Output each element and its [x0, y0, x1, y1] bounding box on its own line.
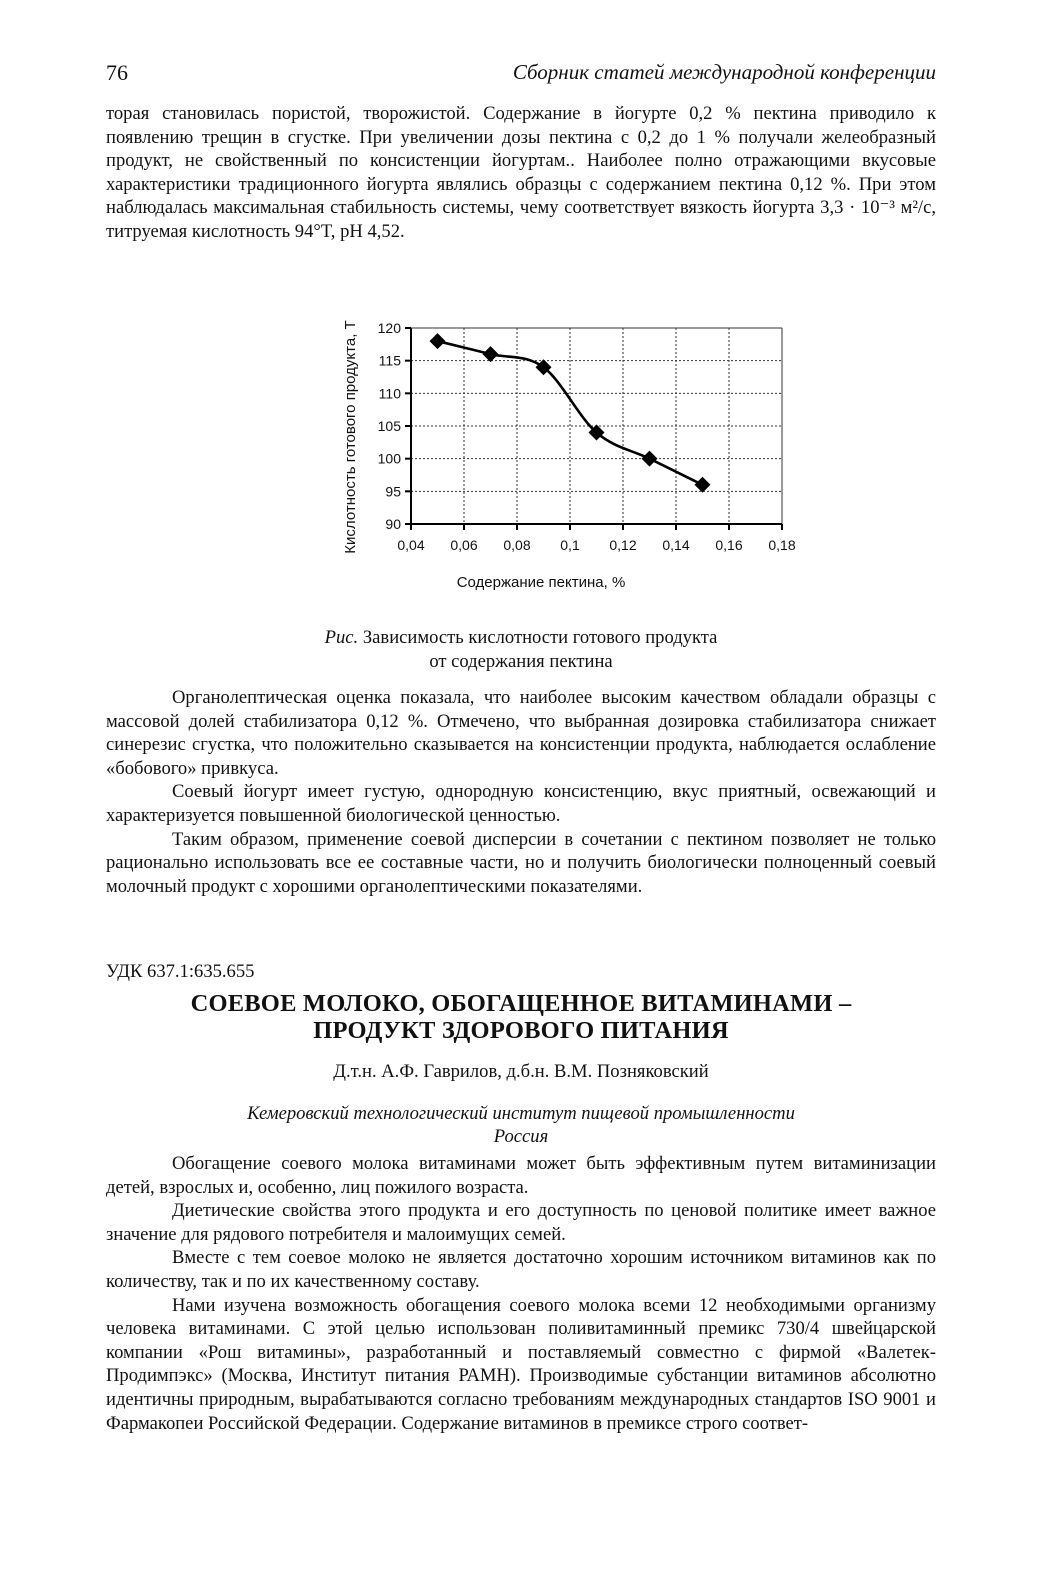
article-paragraph: Диетические свойства этого продукта и его доступность по ценовой политике имеет важное значение для рядового потребителя и малоимущих семей. [106, 1200, 936, 1245]
article-paragraph: Обогащение соевого молока витаминами может быть эффективным путем витаминизации детей, взрослых и, особенно, лиц пожилого возраста. [106, 1153, 936, 1198]
article-affiliation [106, 1102, 936, 1148]
chart-y-tick-label: 100 [377, 450, 401, 467]
article-paragraph: Вместе с тем соевое молоко не является достаточно хорошим источником витаминов как по количеству, так и по их качественному составу. [106, 1247, 936, 1292]
chart-svg [330, 272, 810, 612]
page-number: 76 [106, 60, 128, 85]
caption-text-2: от содержания пектина [429, 650, 613, 672]
body-paragraph: Таким образом, применение соевой дисперсии в сочетании с пектином позволяет не только рационально использовать все ее составные части, но и получить биологически полноценный соевый молочный продукт с хорошими органолептическими показателями. [106, 828, 936, 897]
running-title: Сборник статей международной конференции [512, 60, 936, 84]
article-paragraph: Нами изучена возможность обогащения соевого молока всеми 12 необходимыми организму человека витаминами. С этой целью использован поливитаминный премикс 730/4 швейцарской компании «Рош витамины», разработанный и поставляемый совместно с фирмой «Валетек-Продимпэкс» (Москва, Институт питания РАМН). Производимые субстанции витаминов абсолютно идентичны природным, вырабатываются согласно требованиям международных стандартов ISO 9001 и Фармакопеи Российской Федерации. Содержание витаминов в премиксе строго соответ- [106, 1294, 936, 1434]
chart-data-point [642, 451, 658, 467]
chart-y-tick-label: 115 [378, 352, 401, 369]
chart-y-tick-label: 90 [385, 516, 401, 532]
chart-x-tick-label: 0,08 [503, 537, 531, 553]
body-paragraph: Органолептическая оценка показала, что наиболее высоким качеством обладали образцы с массовой долей стабилизатора 0,12 %. Отмечено, что выбранная дозировка стабилизатора снижает синерезис сгустка, что положительно сказывается на консистенции продукта, наблюдается ослабление «бобового» привкуса. [106, 687, 936, 779]
article-body [106, 1152, 936, 1435]
article-title-line-1: СОЕВОЕ МОЛОКО, ОБОГАЩЕННОЕ ВИТАМИНАМИ – [190, 990, 852, 1017]
chart-y-tick-label: 95 [385, 483, 401, 500]
caption-text-1: Зависимость кислотности готового продукта [362, 627, 718, 648]
intro-paragraph: торая становилась пористой, творожистой. Содержание в йогурте 0,2 % пектина приводило к появлению трещин в сгустке. При увеличении дозы пектина с 0,2 до 1 % получали желеобразный продукт, не свойственный по консистенции йогуртам.. Наиболее полно отражающими вкусовые характеристики традиционного йогурта являлись образцы с содержанием пектина 0,12 %. При этом наблюдалась максимальная стабильность системы, чему соответствует вязкость йогурта 3,3 · 10⁻³ м²/с, титруемая кислотность 94°T, pH 4,52. [106, 103, 936, 242]
chart-y-tick-label: 105 [377, 418, 401, 434]
udc-code: УДК 637.1:635.655 [106, 961, 255, 982]
article-authors: Д.т.н. А.Ф. Гаврилов, д.б.н. В.М. Позняковский [333, 1061, 709, 1082]
chart-x-tick-label: 0,12 [609, 537, 637, 553]
chart-x-tick-label: 0,18 [768, 537, 796, 553]
chart-y-tick-label: 120 [377, 320, 401, 336]
chart-tick-labels [378, 320, 796, 553]
chart-x-tick-label: 0,14 [662, 537, 690, 553]
affiliation-institute: Кемеровский технологический институт пищевой промышленности [247, 1103, 795, 1124]
body-paragraph: Соевый йогурт имеет густую, однородную консистенцию, вкус приятный, освежающий и характеризуется повышенной биологической ценностью. [106, 781, 936, 826]
chart-data-point [483, 346, 499, 362]
caption-label: Рис. [324, 627, 359, 648]
chart-y-tick-label: 110 [378, 385, 401, 402]
article-title [106, 990, 936, 1044]
caption-line-1 [106, 626, 936, 650]
chart-x-tick-label: 0,16 [715, 537, 743, 553]
chart-x-tick-label: 0,1 [560, 537, 580, 553]
figure-caption [106, 626, 936, 673]
chart-x-tick-label: 0,04 [397, 537, 425, 553]
page-header [106, 60, 936, 94]
figure-chart [330, 272, 810, 612]
chart-y-axis-label: Кислотность готового продукта, Т [342, 320, 359, 554]
affiliation-country: Россия [493, 1126, 549, 1147]
article-title-line-2: ПРОДУКТ ЗДОРОВОГО ПИТАНИЯ [313, 1017, 729, 1044]
chart-data-point [430, 333, 446, 349]
intro-text-block [106, 102, 936, 244]
chart-data-point [695, 477, 711, 493]
body-text-block [106, 686, 936, 898]
chart-x-tick-label: 0,06 [450, 537, 478, 553]
chart-x-axis-label: Содержание пектина, % [456, 574, 626, 591]
